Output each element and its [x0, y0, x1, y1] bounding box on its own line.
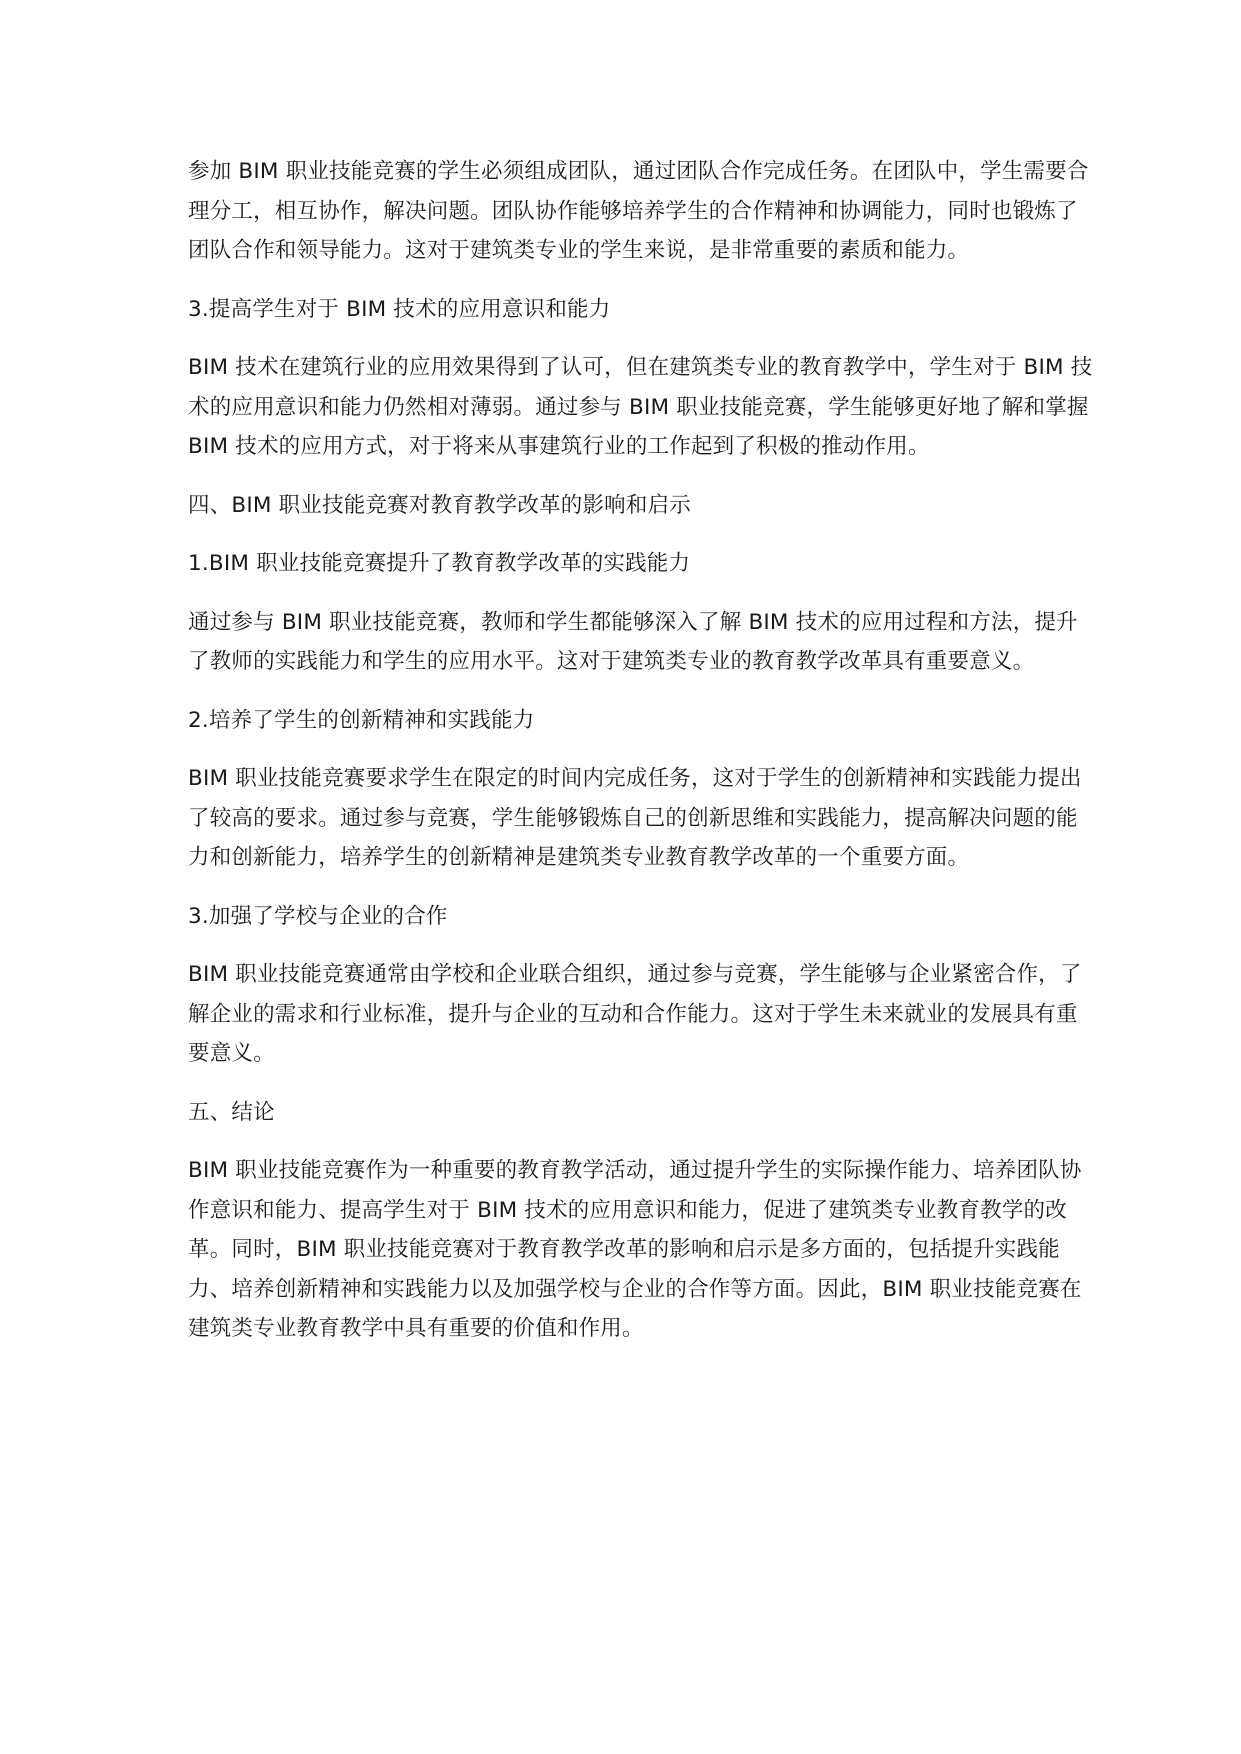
- section-heading-conclusion: 五、结论: [188, 1099, 275, 1125]
- paragraph-bim-awareness: BIM 技术在建筑行业的应用效果得到了认可，但在建筑类专业的教育教学中，学生对于 BIM 技术的应用意识和能力仍然相对薄弱。通过参与 BIM 职业技能竞赛，学生能够更好地了解和掌握 BIM 技术的应用方式，对于将来从事建筑行业的工作起到了积极的推动作用。: [188, 355, 1093, 459]
- section-heading-impact: 四、BIM 职业技能竞赛对教育教学改革的影响和启示: [188, 492, 691, 518]
- subheading-innovation: 2.培养了学生的创新精神和实践能力: [188, 707, 535, 733]
- paragraph-teamwork: 参加 BIM 职业技能竞赛的学生必须组成团队，通过团队合作完成任务。在团队中，学生需要合理分工，相互协作，解决问题。团队协作能够培养学生的合作精神和协调能力，同时也锻炼了团队合作和领导能力。这对于建筑类专业的学生来说，是非常重要的素质和能力。: [188, 159, 1089, 263]
- subheading-bim-awareness: 3.提高学生对于 BIM 技术的应用意识和能力: [188, 296, 611, 322]
- paragraph-school-enterprise: BIM 职业技能竞赛通常由学校和企业联合组织，通过参与竞赛，学生能够与企业紧密合作，了解企业的需求和行业标准，提升与企业的互动和合作能力。这对于学生未来就业的发展具有重要意义。: [188, 962, 1082, 1066]
- paragraph-innovation: BIM 职业技能竞赛要求学生在限定的时间内完成任务，这对于学生的创新精神和实践能力提出了较高的要求。通过参与竞赛，学生能够锻炼自己的创新思维和实践能力，提高解决问题的能力和创新能力，培养学生的创新精神是建筑类专业教育教学改革的一个重要方面。: [188, 766, 1082, 870]
- paragraph-practice-ability: 通过参与 BIM 职业技能竞赛，教师和学生都能够深入了解 BIM 技术的应用过程和方法，提升了教师的实践能力和学生的应用水平。这对于建筑类专业的教育教学改革具有重要意义。: [188, 609, 1078, 674]
- document-page: [188, 152, 1093, 1368]
- subheading-school-enterprise: 3.加强了学校与企业的合作: [188, 903, 448, 929]
- paragraph-conclusion: BIM 职业技能竞赛作为一种重要的教育教学活动，通过提升学生的实际操作能力、培养团队协作意识和能力、提高学生对于 BIM 技术的应用意识和能力，促进了建筑类专业教育教学的改革。同时，BIM 职业技能竞赛对于教育教学改革的影响和启示是多方面的，包括提升实践能力、培养创新精神和实践能力以及加强学校与企业的合作等方面。因此，BIM 职业技能竞赛在建筑类专业教育教学中具有重要的价值和作用。: [188, 1158, 1082, 1341]
- subheading-practice-ability: 1.BIM 职业技能竞赛提升了教育教学改革的实践能力: [188, 551, 691, 576]
